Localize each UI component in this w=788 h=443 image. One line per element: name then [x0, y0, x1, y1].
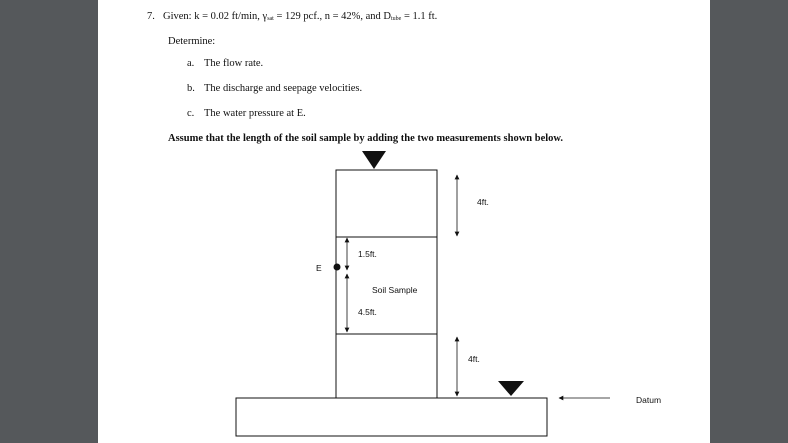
- bottom-water-level-icon: [498, 381, 524, 396]
- datum-label: Datum: [636, 395, 662, 405]
- item-a-text: The flow rate.: [204, 58, 264, 69]
- top-dimension-label: 4ft.: [477, 197, 489, 207]
- base-reservoir: [236, 398, 547, 436]
- item-c-marker: c.: [187, 108, 195, 119]
- document-page: [98, 0, 710, 443]
- item-a-marker: a.: [187, 58, 195, 69]
- problem-number: 7.: [147, 11, 155, 22]
- point-e-label: E: [316, 263, 322, 273]
- given-line: Given: k = 0.02 ft/min, $\gamma_{sat} = 129$ pcf., n = 42%, and $D_{tube} = 1.1$ ft.: [163, 11, 438, 22]
- item-b-marker: b.: [187, 83, 195, 94]
- item-c-text: The water pressure at E.: [204, 108, 306, 119]
- soil-sample-label: Soil Sample: [372, 285, 418, 295]
- top-water-level-icon: [362, 151, 386, 169]
- lower-inner-dimension-label: 4.5ft.: [358, 307, 377, 317]
- bottom-dimension-label: 4ft.: [468, 354, 480, 364]
- item-b-text: The discharge and seepage velocities.: [204, 83, 363, 94]
- assumption-text: Assume that the length of the soil sample by adding the two measurements shown below.: [168, 133, 564, 144]
- upper-inner-dimension-label: 1.5ft.: [358, 249, 377, 259]
- soil-sample-diagram: [98, 0, 710, 443]
- determine-label: Determine:: [168, 36, 216, 47]
- tube-outline: [336, 170, 437, 398]
- point-e-dot: [334, 264, 341, 271]
